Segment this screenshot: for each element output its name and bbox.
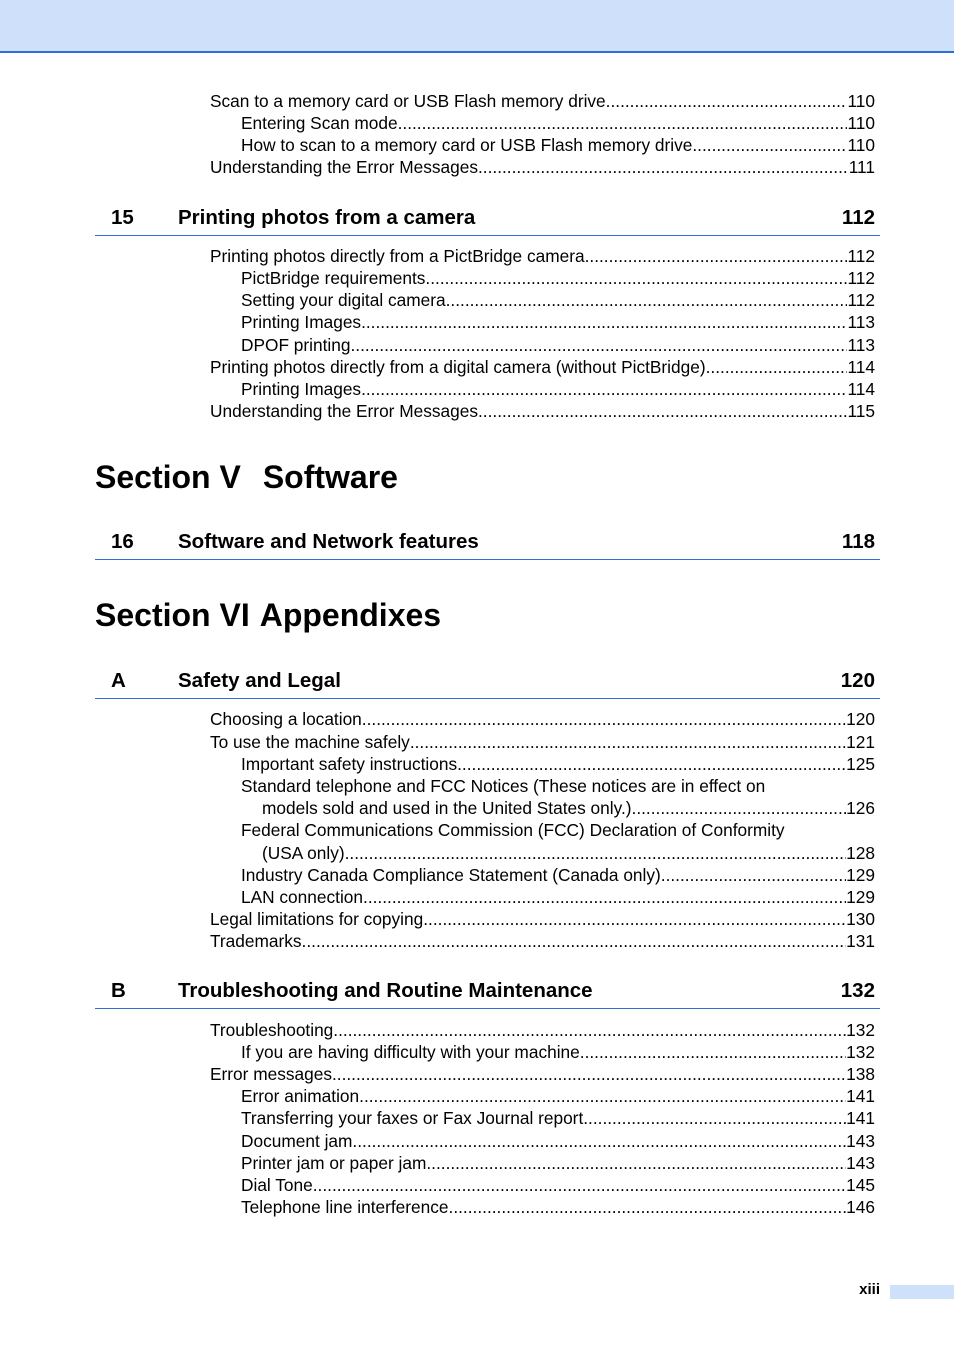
toc-entry[interactable] [241, 1107, 875, 1129]
toc-entry-label: PictBridge requirements [241, 268, 426, 288]
toc-entry-label: (USA only) [262, 843, 345, 863]
toc-leader-dots [361, 378, 847, 400]
toc-entry-page: 146 [846, 1197, 875, 1217]
toc-entry-label: Troubleshooting [210, 1020, 334, 1040]
toc-leader-dots [359, 1085, 846, 1107]
toc-entry[interactable] [210, 90, 875, 112]
section-label: Section V [95, 459, 241, 495]
toc-entry-label: Document jam [241, 1131, 353, 1151]
toc-leader-dots [706, 356, 848, 378]
toc-entry-label: Printing Images [241, 379, 362, 399]
chapter-number: 15 [111, 206, 134, 229]
toc-leader-dots [313, 1174, 846, 1196]
toc-entry-page: 112 [847, 290, 875, 310]
chapter-title: Printing photos from a camera [178, 206, 476, 229]
toc-entry-page: 131 [846, 931, 875, 951]
toc-leader-dots [606, 90, 848, 112]
toc-leader-dots [398, 112, 848, 134]
toc-entry-label: Understanding the Error Messages [210, 157, 478, 177]
toc-entry-page: 115 [847, 401, 875, 421]
toc-entry[interactable] [241, 1085, 875, 1107]
toc-entry-page: 112 [847, 268, 875, 288]
toc-entry-label: Error animation [241, 1086, 360, 1106]
toc-entry-label: To use the machine safely [210, 732, 410, 752]
toc-leader-dots [333, 1019, 846, 1041]
toc-entry[interactable] [241, 886, 875, 908]
header-band [0, 0, 954, 53]
toc-entry-label: Transferring your faxes or Fax Journal report [241, 1108, 584, 1128]
chapter-page: 132 [840, 979, 875, 1002]
toc-leader-dots [457, 753, 846, 775]
toc-leader-dots [423, 908, 846, 930]
toc-entry-page: 114 [847, 379, 875, 399]
toc-entry-label: How to scan to a memory card or USB Flash memory drive [241, 135, 693, 155]
toc-entry-page: 120 [846, 709, 875, 729]
toc-entry-label: Understanding the Error Messages [210, 401, 478, 421]
toc-entry[interactable] [210, 708, 875, 730]
toc-entry[interactable] [241, 1196, 875, 1218]
toc-entry-page: 129 [846, 887, 875, 907]
toc-entry-page: 110 [847, 91, 875, 111]
toc-leader-dots [332, 1063, 846, 1085]
toc-entry[interactable] [210, 245, 875, 267]
toc-leader-dots [661, 864, 846, 886]
toc-entry[interactable] [241, 1041, 875, 1063]
toc-entry-label: Legal limitations for copying [210, 909, 424, 929]
chapter-page: 118 [841, 530, 875, 553]
toc-entry-label: Setting your digital camera [241, 290, 446, 310]
toc-entry-label: Printing Images [241, 312, 362, 332]
toc-entry-label: DPOF printing [241, 335, 351, 355]
toc-entry[interactable] [241, 378, 875, 400]
toc-entry-page: 130 [846, 909, 875, 929]
toc-entry-page: 143 [846, 1153, 875, 1173]
section-title: Software [262, 459, 398, 495]
toc-entry[interactable] [241, 864, 875, 886]
toc-entry-page: 125 [846, 754, 875, 774]
toc-entry[interactable] [210, 1063, 875, 1085]
chapter-title: Software and Network features [178, 530, 479, 553]
toc-entry[interactable] [241, 311, 875, 333]
toc-entry-page: 110 [847, 135, 875, 155]
toc-entry-page: 141 [846, 1086, 875, 1106]
toc-entry-label-line1[interactable]: Standard telephone and FCC Notices (These notices are in effect on [241, 776, 766, 796]
toc-entry[interactable] [241, 334, 875, 356]
toc-leader-dots [361, 311, 847, 333]
toc-entry[interactable] [210, 930, 875, 952]
toc-entry[interactable] [210, 156, 875, 178]
toc-entry[interactable] [210, 400, 875, 422]
toc-entry-page: 111 [848, 157, 875, 177]
toc-entry[interactable] [210, 1019, 875, 1041]
toc-entry-page: 113 [847, 312, 875, 332]
toc-leader-dots [478, 400, 847, 422]
chapter-page: 112 [841, 206, 875, 229]
toc-entry-page: 141 [846, 1108, 875, 1128]
toc-entry[interactable] [210, 908, 875, 930]
toc-leader-dots [449, 1196, 847, 1218]
toc-leader-dots [410, 731, 846, 753]
toc-entry-label: Scan to a memory card or USB Flash memory drive [210, 91, 606, 111]
toc-entry-page: 110 [847, 113, 875, 133]
toc-entry[interactable] [210, 731, 875, 753]
toc-entry-page: 132 [846, 1020, 875, 1040]
toc-entry-page: 132 [846, 1042, 875, 1062]
chapter-heading-16[interactable] [95, 525, 880, 560]
toc-entry-label: Printing photos directly from a PictBridge camera [210, 246, 585, 266]
toc-leader-dots [632, 797, 847, 819]
toc-entry-label: Printer jam or paper jam [241, 1153, 427, 1173]
toc-leader-dots [362, 708, 846, 730]
chapter-title: Safety and Legal [178, 669, 341, 692]
toc-entry-page: 113 [847, 335, 875, 355]
page-tab-marker [890, 1285, 954, 1299]
toc-entry-page: 114 [847, 357, 875, 377]
toc-entry[interactable] [241, 267, 875, 289]
chapter-heading-15[interactable] [95, 201, 880, 236]
toc-entry-label: LAN connection [241, 887, 364, 907]
toc-entry-page: 121 [846, 732, 875, 752]
toc-entry-label: If you are having difficulty with your machine [241, 1042, 580, 1062]
toc-leader-dots [351, 334, 848, 356]
toc-entry[interactable] [241, 1130, 875, 1152]
section-heading-vi [95, 597, 441, 634]
chapter-page: 120 [840, 669, 875, 692]
toc-entry-page: 128 [846, 843, 875, 863]
chapter-title: Troubleshooting and Routine Maintenance [178, 979, 593, 1002]
toc-entry[interactable] [241, 753, 875, 775]
toc-leader-dots [345, 842, 847, 864]
toc-entry[interactable] [210, 356, 875, 378]
toc-entry-label: models sold and used in the United States only.) [262, 798, 632, 818]
toc-entry-label-line1[interactable]: Federal Communications Commission (FCC) Declaration of Conformity [241, 820, 785, 840]
chapter-number: B [111, 979, 126, 1002]
toc-entry-page: 129 [846, 865, 875, 885]
toc-entry-label: Important safety instructions [241, 754, 458, 774]
toc-entry-label: Telephone line interference [241, 1197, 449, 1217]
toc-leader-dots [585, 245, 848, 267]
chapter-number: 16 [111, 530, 134, 553]
toc-entry-label: Dial Tone [241, 1175, 313, 1195]
toc-entry-label: Industry Canada Compliance Statement (Canada only) [241, 865, 661, 885]
toc-entry-label: Trademarks [210, 931, 302, 951]
toc-entry[interactable] [262, 797, 875, 819]
toc-leader-dots [692, 134, 847, 156]
toc-entry-page: 145 [846, 1175, 875, 1195]
toc-entry[interactable] [241, 112, 875, 134]
toc-entry-page: 143 [846, 1131, 875, 1151]
section-heading-v [95, 459, 398, 496]
toc-entry[interactable] [241, 1152, 875, 1174]
chapter-heading-a[interactable] [95, 664, 880, 699]
toc-leader-dots [426, 1152, 846, 1174]
toc-leader-dots [478, 156, 849, 178]
toc-leader-dots [583, 1107, 846, 1129]
toc-leader-dots [425, 267, 847, 289]
section-title: Appendixes [259, 597, 442, 633]
page-number: xiii [859, 1281, 880, 1298]
toc-leader-dots [363, 886, 846, 908]
toc-entry[interactable] [241, 1174, 875, 1196]
toc-leader-dots [352, 1130, 846, 1152]
toc-entry-page: 138 [846, 1064, 875, 1084]
toc-entry[interactable] [241, 134, 875, 156]
toc-entry[interactable] [262, 842, 875, 864]
toc-entry-label: Printing photos directly from a digital camera (without PictBridge) [210, 357, 706, 377]
toc-entry-label: Error messages [210, 1064, 332, 1084]
toc-entry-page: 112 [847, 246, 875, 266]
toc-leader-dots [446, 289, 848, 311]
toc-entry-label: Entering Scan mode [241, 113, 398, 133]
toc-leader-dots [302, 930, 847, 952]
toc-entry[interactable] [241, 289, 875, 311]
chapter-heading-b[interactable] [95, 974, 880, 1009]
toc-leader-dots [580, 1041, 846, 1063]
chapter-number: A [111, 669, 126, 692]
toc-entry-label: Choosing a location [210, 709, 362, 729]
section-label: Section VI [95, 597, 250, 633]
toc-entry-page: 126 [846, 798, 875, 818]
